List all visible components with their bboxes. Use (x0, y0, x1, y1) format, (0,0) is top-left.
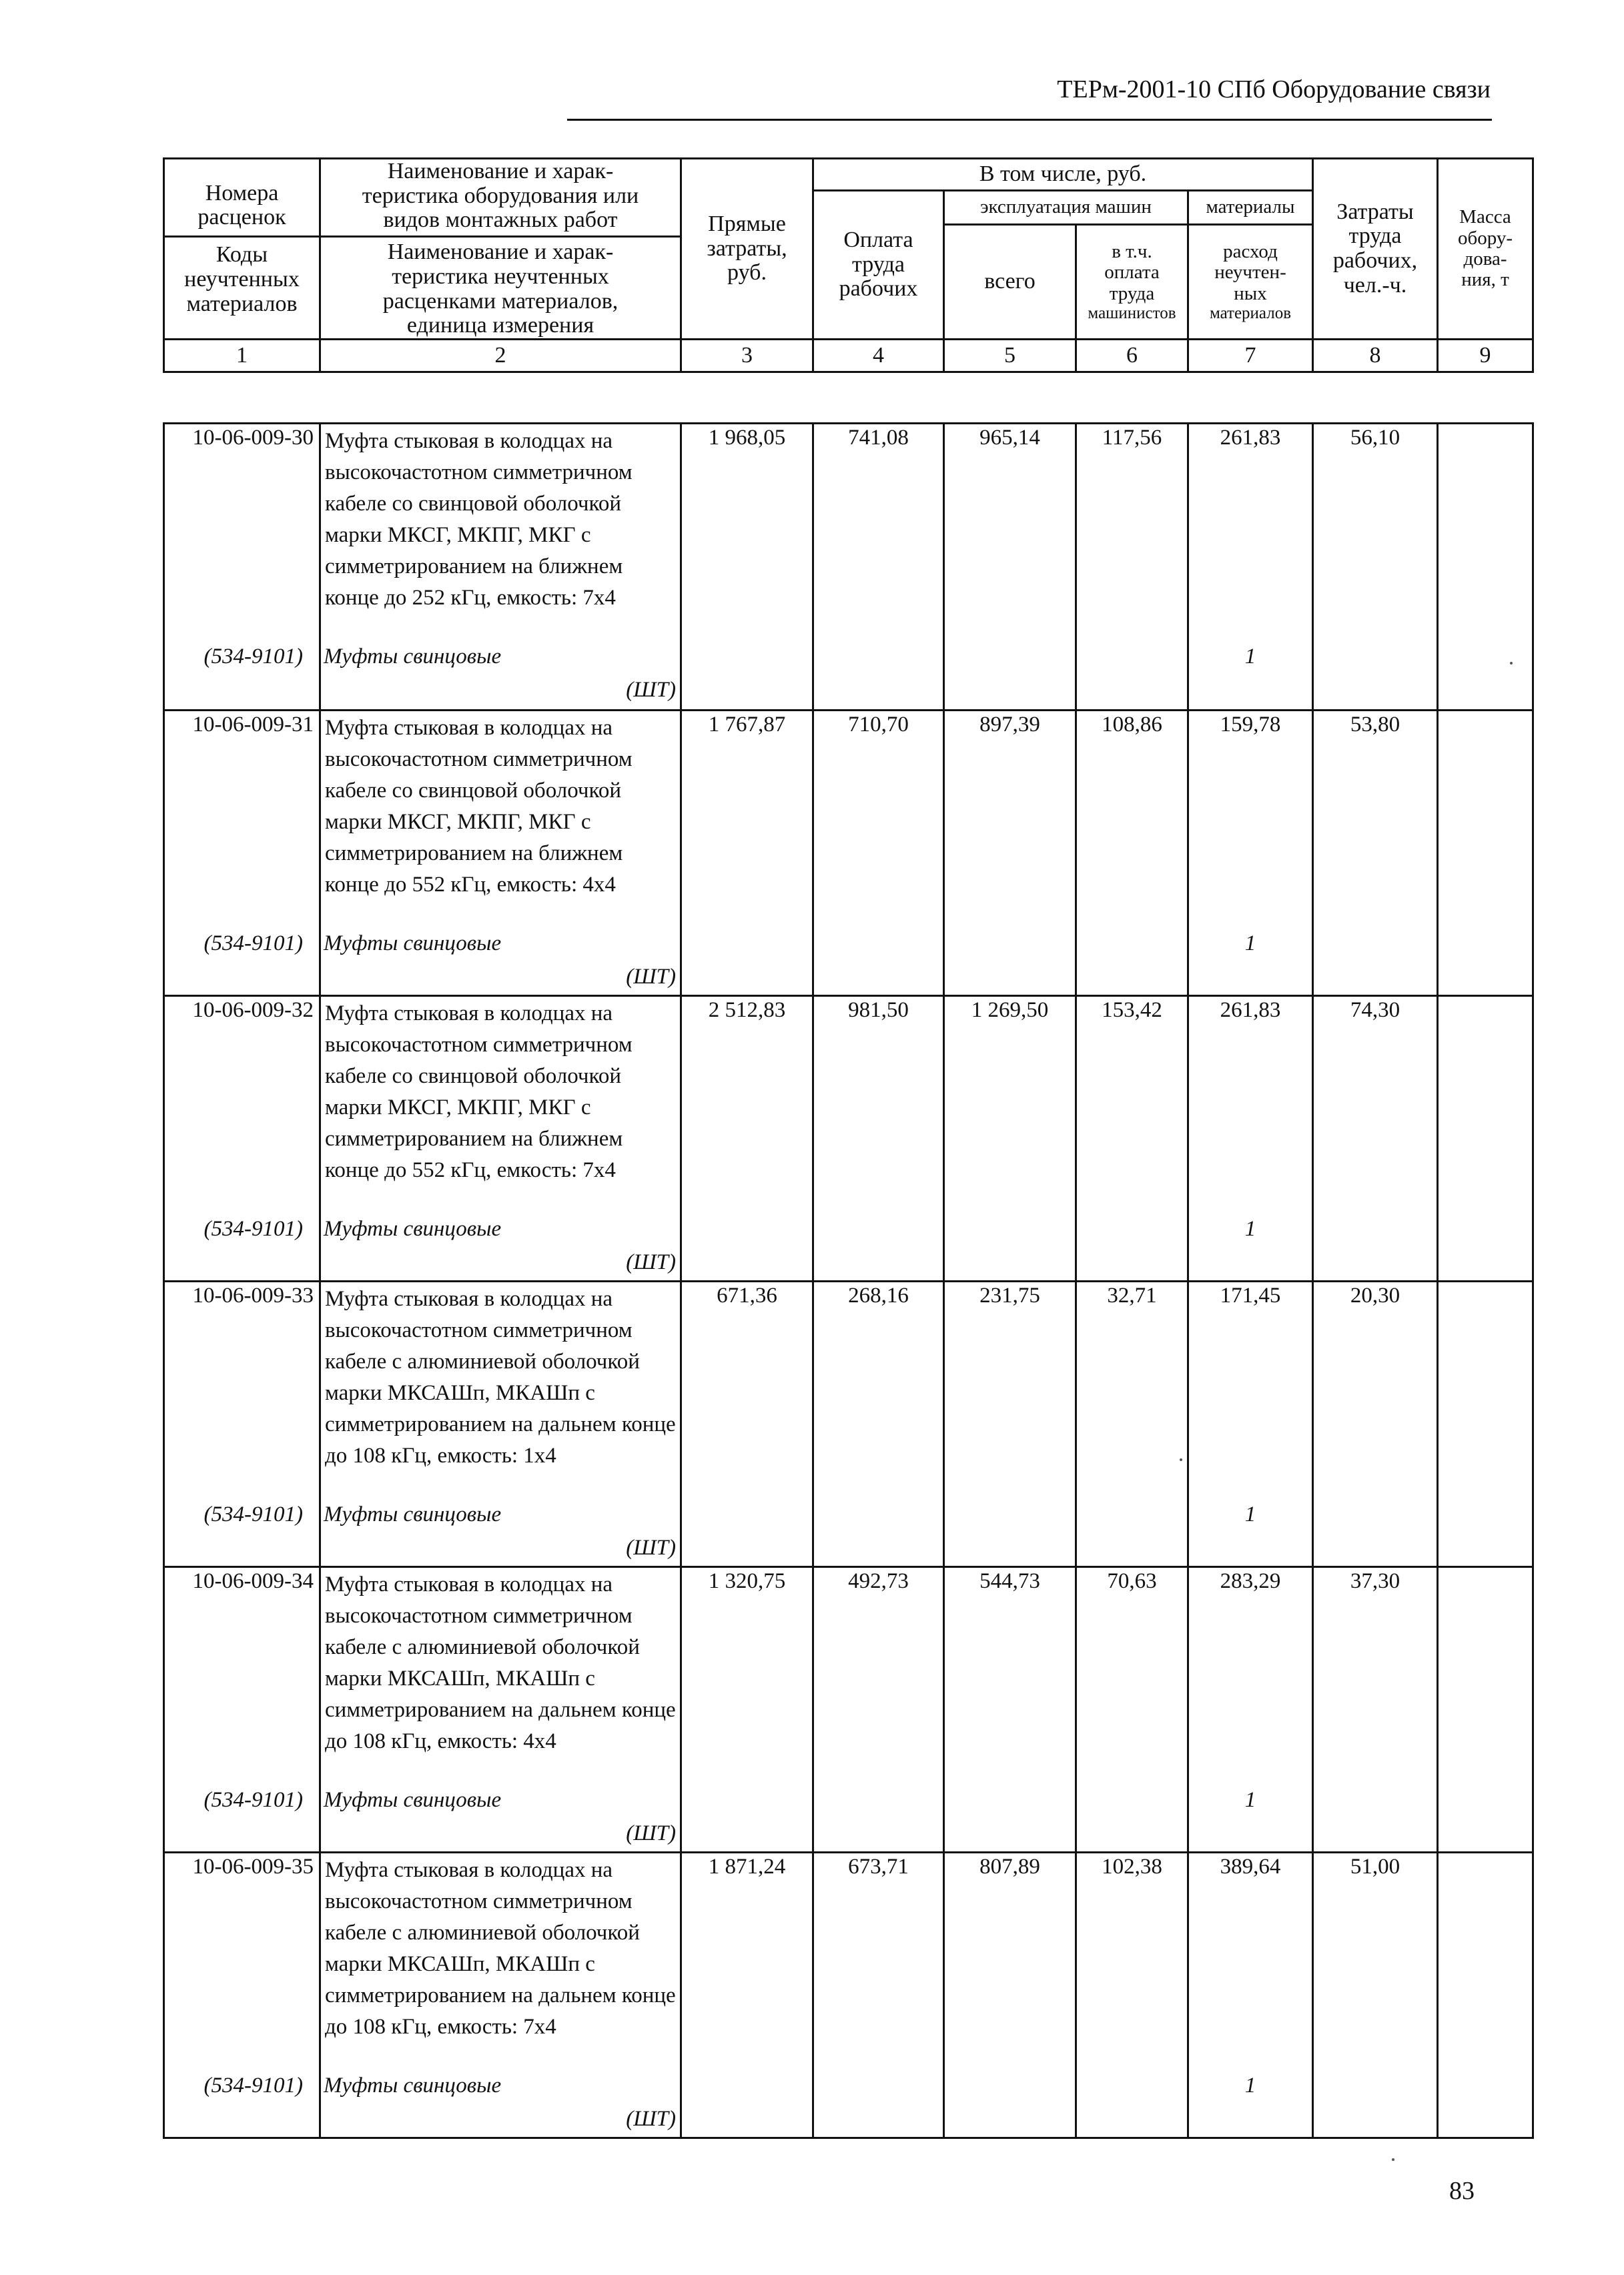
labor-pay-value: 673,71 (848, 1855, 909, 1879)
col6-line: оплата (1104, 262, 1160, 284)
col2-bottom-line: расценками материалов, (382, 288, 619, 314)
material-quantity: 1 (1244, 644, 1256, 668)
rate-code: 10-06-009-32 (192, 998, 314, 1022)
column-number: 3 (681, 340, 813, 372)
table-row (164, 424, 1533, 711)
value-cell-labor-hours (1313, 996, 1438, 1282)
value-cell-direct (681, 1853, 813, 2138)
value-cell-machines-total (944, 996, 1076, 1282)
material-name: Муфты свинцовые (324, 1502, 502, 1526)
value-cell-machines-total (944, 424, 1076, 711)
materials-value: 261,83 (1220, 426, 1281, 450)
machinists-pay-value: 153,42 (1102, 998, 1162, 1022)
work-name: Муфта стыковая в колодцах на высокочастотном симметричном кабеле с алюминиевой оболочкой марки МКСАШп, МКАШп с симметрированием на дальнем конце до 108 кГц, емкость: 4x4 (325, 1572, 676, 1753)
scan-speck (1510, 662, 1513, 664)
labor-hours-value: 74,30 (1350, 998, 1400, 1022)
value-cell-labor-pay (813, 424, 944, 711)
col9-line: Масса (1459, 206, 1511, 228)
col9-line: ния, т (1461, 269, 1509, 291)
material-unit: (ШТ) (626, 678, 676, 702)
work-name-cell (320, 424, 681, 711)
value-cell-labor-hours (1313, 1853, 1438, 2138)
col2-top-line: теристика оборудования или (362, 183, 639, 208)
material-name: Муфты свинцовые (324, 931, 502, 955)
labor-hours-value: 56,10 (1350, 426, 1400, 450)
material-code: (534-9101) (204, 644, 303, 668)
value-cell-machinists-pay (1076, 1567, 1188, 1853)
value-cell-materials (1188, 1282, 1313, 1567)
col2-bottom-line: единица измерения (406, 313, 594, 338)
work-name-cell (320, 1853, 681, 2138)
col9-line: дова- (1463, 248, 1507, 270)
value-cell-labor-hours (1313, 711, 1438, 996)
value-cell-materials (1188, 1567, 1313, 1853)
labor-hours-value: 20,30 (1350, 1284, 1400, 1308)
work-name: Муфта стыковая в колодцах на высокочастотном симметричном кабеле с алюминиевой оболочкой марки МКСАШп, МКАШп с симметрированием на дальнем конце до 108 кГц, емкость: 7x4 (325, 1858, 676, 2039)
labor-pay-value: 492,73 (848, 1569, 909, 1593)
value-cell-machines-total (944, 711, 1076, 996)
value-cell-machinists-pay (1076, 711, 1188, 996)
col2-bottom-line: Наименование и харак- (387, 240, 614, 265)
col6-header (1076, 225, 1188, 340)
rate-code-cell (164, 996, 320, 1282)
value-cell-direct (681, 996, 813, 1282)
table-row (164, 1853, 1533, 2138)
col3-header (681, 159, 813, 340)
machinists-pay-value: 108,86 (1102, 713, 1162, 737)
value-cell-materials (1188, 996, 1313, 1282)
work-name-cell (320, 1282, 681, 1567)
col2-bottom-header (321, 238, 680, 338)
col4-header (813, 191, 944, 340)
material-unit: (ШТ) (626, 965, 676, 989)
value-cell-machinists-pay (1076, 1853, 1188, 2138)
table-row (164, 1282, 1533, 1567)
direct-value: 1 767,87 (708, 713, 786, 737)
column-number: 9 (1438, 340, 1533, 372)
machines-total-value: 544,73 (979, 1569, 1040, 1593)
labor-hours-value: 53,80 (1350, 713, 1400, 737)
column-number: 1 (164, 340, 320, 372)
labor-hours-value: 37,30 (1350, 1569, 1400, 1593)
col3-line: руб. (727, 260, 767, 286)
labor-pay-value: 268,16 (848, 1284, 909, 1308)
direct-value: 1 320,75 (708, 1569, 786, 1593)
rate-code-cell (164, 1853, 320, 2138)
col1-bottom-header (165, 238, 319, 319)
col1-top-line: расценок (197, 205, 286, 230)
value-cell-machinists-pay (1076, 996, 1188, 1282)
work-name-cell (320, 1567, 681, 1853)
labor-pay-value: 741,08 (848, 426, 909, 450)
value-cell-mass (1438, 424, 1533, 711)
machines-total-value: 897,39 (979, 713, 1040, 737)
material-quantity: 1 (1244, 1788, 1256, 1812)
col1-bottom-line: материалов (186, 291, 298, 316)
col8-line: рабочих, (1332, 248, 1418, 274)
material-code: (534-9101) (204, 2074, 303, 2098)
machinists-pay-value: 70,63 (1107, 1569, 1157, 1593)
column-number: 5 (944, 340, 1076, 372)
value-cell-direct (681, 1282, 813, 1567)
value-cell-machines-total (944, 1282, 1076, 1567)
value-cell-labor-hours (1313, 424, 1438, 711)
value-cell-mass (1438, 711, 1533, 996)
col7-header (1188, 225, 1313, 340)
material-unit: (ШТ) (626, 1821, 676, 1845)
machines-total-value: 231,75 (979, 1284, 1040, 1308)
materials-value: 283,29 (1220, 1569, 1281, 1593)
col8-header (1313, 159, 1438, 340)
column-number: 7 (1188, 340, 1313, 372)
column-number: 2 (320, 340, 681, 372)
column-number: 6 (1076, 340, 1188, 372)
group-header: В том числе, руб. (813, 159, 1313, 191)
work-name: Муфта стыковая в колодцах на высокочастотном симметричном кабеле со свинцовой оболочкой марки МКСГ, МКПГ, МКГ с симметрированием на ближнем конце до 552 кГц, емкость: 7x4 (325, 1001, 633, 1182)
material-name: Муфты свинцовые (324, 1217, 502, 1241)
col7-line: материалов (1209, 304, 1292, 322)
col9-line: обору- (1457, 227, 1513, 249)
col1-top-line: Номера (205, 180, 279, 205)
col9-header (1438, 159, 1533, 340)
col1-bottom-line: Коды (216, 242, 268, 268)
rate-code: 10-06-009-35 (192, 1855, 314, 1879)
value-cell-mass (1438, 1853, 1533, 2138)
rates-table (163, 422, 1534, 2139)
value-cell-mass (1438, 996, 1533, 1282)
work-name: Муфта стыковая в колодцах на высокочастотном симметричном кабеле со свинцовой оболочкой марки МКСГ, МКПГ, МКГ с симметрированием на ближнем конце до 252 кГц, емкость: 7x4 (325, 429, 633, 610)
material-quantity: 1 (1244, 1502, 1256, 1526)
col2-top-line: Наименование и харак- (387, 159, 614, 183)
material-name: Муфты свинцовые (324, 2074, 502, 2098)
labor-pay-value: 710,70 (848, 713, 909, 737)
material-code: (534-9101) (204, 1788, 303, 1812)
material-unit: (ШТ) (626, 1250, 676, 1274)
rate-code-cell (164, 1282, 320, 1567)
col8-line: чел.-ч. (1343, 272, 1407, 298)
scan-speck (1180, 1458, 1182, 1461)
value-cell-labor-hours (1313, 1282, 1438, 1567)
value-cell-machinists-pay (1076, 1282, 1188, 1567)
material-quantity: 1 (1244, 1217, 1256, 1241)
col3-line: Прямые (708, 211, 786, 236)
labor-pay-value: 981,50 (848, 998, 909, 1022)
machines-total-value: 1 269,50 (971, 998, 1049, 1022)
material-unit: (ШТ) (626, 2107, 676, 2131)
material-name: Муфты свинцовые (324, 644, 502, 668)
material-unit: (ШТ) (626, 1536, 676, 1560)
col1-top-header (165, 179, 319, 238)
value-cell-labor-hours (1313, 1567, 1438, 1853)
col2-bottom-line: теристика неучтенных (392, 264, 609, 289)
col5-header: всего (944, 225, 1076, 340)
machines-header: эксплуатация машин (944, 191, 1188, 225)
col2-header (320, 159, 681, 340)
work-name: Муфта стыковая в колодцах на высокочастотном симметричном кабеле со свинцовой оболочкой марки МКСГ, МКПГ, МКГ с симметрированием на ближнем конце до 552 кГц, емкость: 4x4 (325, 716, 633, 897)
rate-code-cell (164, 424, 320, 711)
material-code: (534-9101) (204, 1217, 303, 1241)
col2-top-header (321, 159, 680, 238)
machinists-pay-value: 117,56 (1102, 426, 1162, 450)
labor-hours-value: 51,00 (1350, 1855, 1400, 1879)
col4-line: Оплата (843, 227, 913, 252)
value-cell-materials (1188, 424, 1313, 711)
machinists-pay-value: 32,71 (1107, 1284, 1157, 1308)
value-cell-mass (1438, 1282, 1533, 1567)
value-cell-materials (1188, 711, 1313, 996)
col4-line: рабочих (839, 276, 918, 302)
direct-value: 671,36 (717, 1284, 777, 1308)
direct-value: 1 968,05 (708, 426, 786, 450)
materials-header: материалы (1188, 191, 1313, 225)
table-row (164, 711, 1533, 996)
col7-line: ных (1234, 282, 1267, 304)
table-row (164, 1567, 1533, 1853)
value-cell-machines-total (944, 1853, 1076, 2138)
value-cell-labor-pay (813, 1282, 944, 1567)
machines-total-value: 807,89 (979, 1855, 1040, 1879)
column-number: 4 (813, 340, 944, 372)
page-number: 83 (1449, 2177, 1475, 2205)
document-header-title: ТЕРм-2001-10 СПб Оборудование связи (1057, 75, 1491, 103)
col7-line: расход (1223, 241, 1278, 263)
direct-value: 1 871,24 (708, 1855, 786, 1879)
scan-speck (1392, 2158, 1394, 2161)
col6-line: машинистов (1088, 304, 1176, 322)
value-cell-materials (1188, 1853, 1313, 2138)
machines-total-value: 965,14 (979, 426, 1040, 450)
col7-line: неучтен- (1214, 262, 1286, 284)
col8-line: труда (1348, 223, 1402, 249)
col1-bottom-line: неучтенных (184, 266, 300, 292)
rate-code-cell (164, 1567, 320, 1853)
table-header (163, 157, 1534, 373)
value-cell-labor-pay (813, 996, 944, 1282)
materials-value: 171,45 (1220, 1284, 1281, 1308)
material-quantity: 1 (1244, 2074, 1256, 2098)
materials-value: 261,83 (1220, 998, 1281, 1022)
rate-code-cell (164, 711, 320, 996)
table-row (164, 996, 1533, 1282)
value-cell-direct (681, 1567, 813, 1853)
rate-code: 10-06-009-33 (192, 1284, 314, 1308)
col4-line: труда (851, 252, 905, 277)
col6-line: труда (1109, 282, 1155, 304)
materials-value: 159,78 (1220, 713, 1281, 737)
value-cell-direct (681, 424, 813, 711)
work-name-cell (320, 711, 681, 996)
work-name-cell (320, 996, 681, 1282)
col6-line: в т.ч. (1112, 241, 1152, 263)
work-name: Муфта стыковая в колодцах на высокочастотном симметричном кабеле с алюминиевой оболочкой марки МКСАШп, МКАШп с симметрированием на дальнем конце до 108 кГц, емкость: 1x4 (325, 1287, 676, 1468)
col1-header (164, 159, 320, 340)
value-cell-machines-total (944, 1567, 1076, 1853)
rate-code: 10-06-009-31 (192, 713, 314, 737)
col3-line: затраты, (707, 236, 787, 261)
material-name: Муфты свинцовые (324, 1788, 502, 1812)
machinists-pay-value: 102,38 (1102, 1855, 1162, 1879)
column-number: 8 (1313, 340, 1438, 372)
value-cell-mass (1438, 1567, 1533, 1853)
materials-value: 389,64 (1220, 1855, 1281, 1879)
col2-top-line: видов монтажных работ (383, 207, 618, 233)
rate-code: 10-06-009-30 (192, 426, 314, 450)
col8-line: Затраты (1336, 199, 1414, 224)
direct-value: 2 512,83 (708, 998, 786, 1022)
value-cell-direct (681, 711, 813, 996)
header-rule (567, 119, 1492, 121)
material-code: (534-9101) (204, 1502, 303, 1526)
material-code: (534-9101) (204, 931, 303, 955)
value-cell-labor-pay (813, 711, 944, 996)
value-cell-labor-pay (813, 1567, 944, 1853)
value-cell-machinists-pay (1076, 424, 1188, 711)
rate-code: 10-06-009-34 (192, 1569, 314, 1593)
material-quantity: 1 (1244, 931, 1256, 955)
value-cell-labor-pay (813, 1853, 944, 2138)
